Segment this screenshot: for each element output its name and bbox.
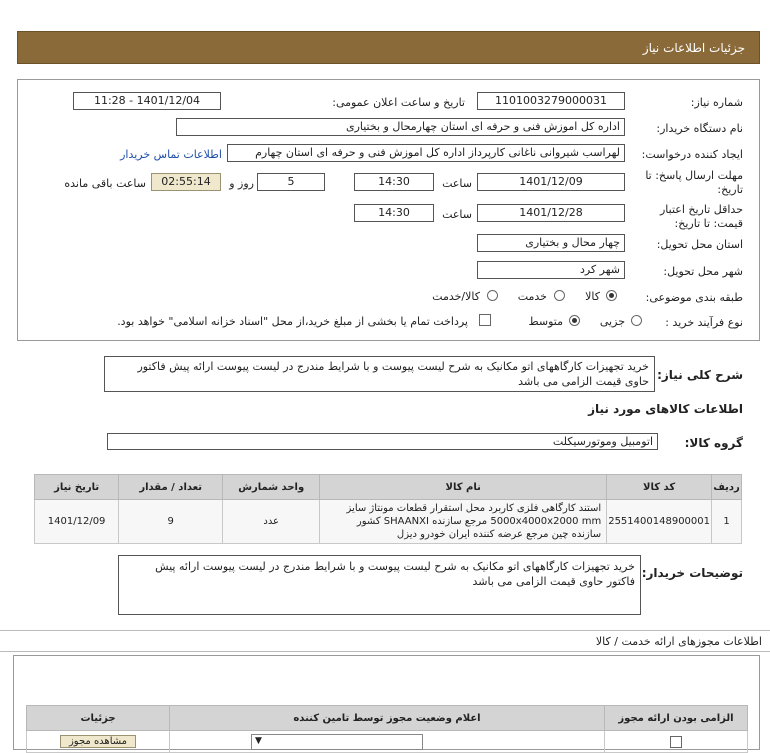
header-bar: [17, 31, 760, 64]
process-label: نوع فرآیند خرید :: [665, 316, 743, 329]
goods-qty: 9: [119, 500, 223, 544]
process-option-medium: متوسط: [528, 315, 563, 328]
goods-section-title: اطلاعات کالاهای مورد نیاز: [588, 402, 743, 416]
permit-details-cell: [27, 731, 170, 753]
col-date: تاریخ نیاز: [35, 475, 119, 500]
buyer-contact-link[interactable]: اطلاعات تماس خریدار: [120, 148, 222, 161]
general-desc-label: شرح کلی نیاز:: [657, 368, 743, 382]
need-number-field: 1101003279000031: [477, 92, 625, 110]
buyer-org-field: اداره کل اموزش فنی و حرفه ای استان چهارمحال و بختیاری: [176, 118, 625, 136]
remaining-time-field: 02:55:14: [151, 173, 221, 191]
col-permit-details: جزئیات: [27, 706, 170, 731]
process-option-minor: جزیی: [599, 315, 625, 328]
permits-title-bar: [0, 630, 770, 652]
view-permit-button[interactable]: مشاهده مجوز: [60, 735, 136, 748]
category-radio-goods[interactable]: [606, 290, 617, 301]
deadline-label: مهلت ارسال پاسخ: تا: [645, 169, 743, 182]
col-unit: واحد شمارش: [223, 475, 320, 500]
requester-label: ایجاد کننده درخواست:: [641, 148, 743, 161]
col-permit-required: الزامی بودن ارائه مجوز: [605, 706, 748, 731]
permit-required-checkbox[interactable]: [670, 736, 682, 748]
province-field: چهار محال و بختیاری: [477, 234, 625, 252]
goods-name: استند کارگاهی فلزی کاربرد محل استقرار قطعات مونتاژ سایز 5000x4000x2000 mm مرجع سازنده SHAANXI کشور سازنده چین مرجع عرضه کننده ایران خودرو دیزل: [320, 500, 607, 544]
goods-code: 2551400148900001: [607, 500, 712, 544]
category-radio-goods-service[interactable]: [487, 290, 498, 301]
category-radio-service[interactable]: [554, 290, 565, 301]
buyer-notes-label: توضیحات خریدار:: [641, 566, 743, 580]
announce-field: 1401/12/04 - 11:28: [73, 92, 221, 110]
permit-status-select[interactable]: [251, 734, 423, 750]
remaining-label: ساعت باقی مانده: [64, 177, 146, 190]
need-number-label: شماره نیاز:: [690, 96, 743, 109]
col-code: کد کالا: [607, 475, 712, 500]
requester-field: لهراسب شیروانی ناغانی کارپرداز اداره کل اموزش فنی و حرفه ای استان چهارم: [227, 144, 625, 162]
province-label: استان محل تحویل:: [656, 238, 743, 251]
goods-table-header: [35, 475, 742, 500]
goods-group-field: اتومبیل وموتورسیکلت: [107, 433, 658, 450]
treasury-checkbox[interactable]: [479, 314, 491, 326]
deadline-label-2: تاریخ:: [717, 183, 743, 196]
col-qty: تعداد / مقدار: [119, 475, 223, 500]
row-number: 1: [712, 500, 742, 544]
category-option-service: خدمت: [517, 290, 547, 303]
validity-time-field: 14:30: [354, 204, 434, 222]
col-row: ردیف: [712, 475, 742, 500]
deadline-time-field: 14:30: [354, 173, 434, 191]
page-title: جزئیات اطلاعات نیاز: [642, 41, 745, 55]
goods-table: [34, 474, 742, 544]
buyer-org-label: نام دستگاه خریدار:: [656, 122, 743, 135]
permits-title: اطلاعات مجوزهای ارائه خدمت / کالا: [595, 635, 762, 648]
category-label: طبقه بندی موضوعی:: [645, 291, 743, 304]
permits-table-header: [27, 706, 748, 731]
process-radio-minor[interactable]: [631, 315, 642, 326]
process-radio-medium[interactable]: [569, 315, 580, 326]
permit-required-cell: [605, 731, 748, 753]
goods-group-label: گروه کالا:: [684, 436, 743, 450]
goods-unit: عدد: [223, 500, 320, 544]
validity-date-field: 1401/12/28: [477, 204, 625, 222]
validity-label-2: قیمت: تا تاریخ:: [674, 217, 743, 230]
table-row: [27, 731, 748, 753]
validity-label: حداقل تاریخ اعتبار: [659, 203, 743, 216]
days-field: 5: [257, 173, 325, 191]
goods-date: 1401/12/09: [35, 500, 119, 544]
table-row: [35, 500, 742, 544]
permit-status-cell: [170, 731, 605, 753]
col-name: نام کالا: [320, 475, 607, 500]
city-field: شهر کرد: [477, 261, 625, 279]
days-label: روز و: [229, 177, 254, 190]
deadline-date-field: 1401/12/09: [477, 173, 625, 191]
col-permit-status: اعلام وضعیت مجوز توسط تامین کننده: [170, 706, 605, 731]
permits-table: [26, 705, 748, 753]
validity-time-label: ساعت: [442, 208, 472, 221]
city-label: شهر محل تحویل:: [663, 265, 743, 278]
treasury-note: پرداخت تمام یا بخشی از مبلغ خرید،از محل "اسناد خزانه اسلامی" خواهد بود.: [117, 315, 468, 328]
deadline-time-label: ساعت: [442, 177, 472, 190]
category-option-goods: کالا: [585, 290, 600, 303]
buyer-notes-field: خرید تجهیزات کارگاههای اتو مکانیک به شرح لیست پیوست و با شرایط مندرج در لیست پیوست ارائه پیش فاکتور حاوی قیمت الزامی می باشد: [118, 555, 641, 615]
announce-label: تاریخ و ساعت اعلان عمومی:: [332, 96, 465, 109]
category-option-goods-service: کالا/خدمت: [432, 290, 480, 303]
general-desc-field: خرید تجهیزات کارگاههای اتو مکانیک به شرح لیست پیوست و با شرایط مندرج در لیست پیوست ارائه پیش فاکتور حاوی قیمت الزامی می باشد: [104, 356, 655, 392]
chevron-down-icon: ▼: [255, 735, 262, 746]
